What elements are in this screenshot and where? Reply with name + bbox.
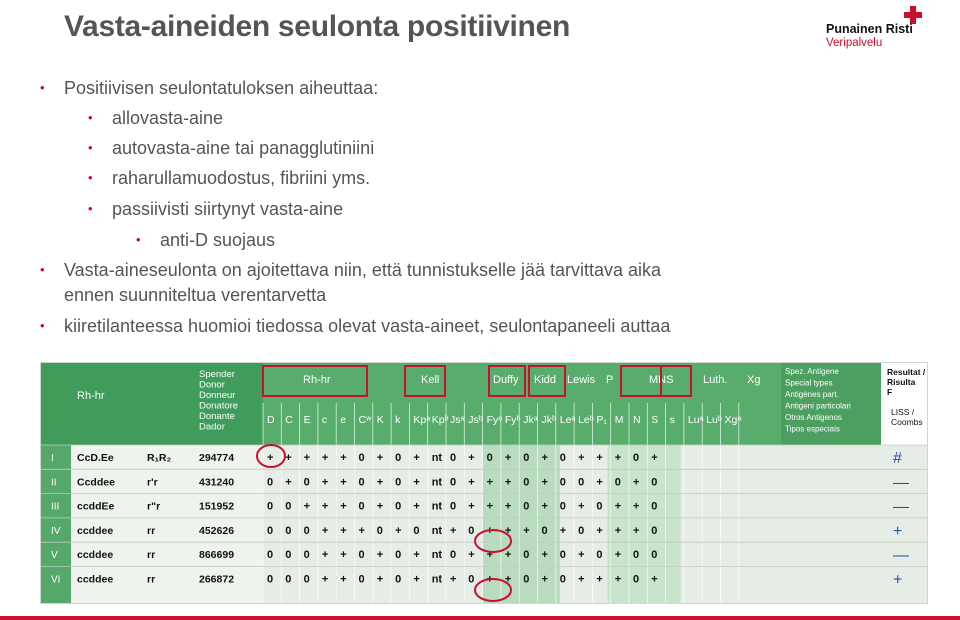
panel-cell: + — [651, 573, 658, 586]
panel-cell: + — [358, 524, 365, 537]
panel-cell: + — [614, 500, 622, 513]
panel-special-label: Special types — [785, 378, 833, 388]
panel-cell: 0 — [450, 500, 457, 513]
panel-cell: 0 — [358, 500, 365, 513]
panel-group-label: Luth. — [703, 374, 728, 386]
footer-accent-line — [0, 616, 960, 620]
panel-row-donor: 452626 — [199, 524, 235, 537]
panel-cell: 0 — [651, 500, 658, 513]
panel-cell: + — [376, 452, 384, 464]
panel-antigen-label: N — [633, 414, 641, 426]
panel-cell: + — [504, 452, 512, 464]
panel-cell: + — [633, 500, 640, 513]
panel-cell: + — [614, 549, 622, 562]
panel-group-label: P — [606, 374, 614, 386]
panel-cell: nt — [431, 476, 443, 489]
panel-cell: 0 — [267, 524, 274, 537]
panel-cell: 0 — [633, 452, 640, 464]
panel-cell: + — [321, 549, 329, 562]
panel-cell: 0 — [523, 549, 530, 562]
panel-cell: + — [596, 452, 603, 464]
panel-antigen-label: Kpᵇ — [431, 414, 449, 426]
panel-cell: 0 — [450, 452, 457, 464]
panel-cell: 0 — [523, 500, 530, 513]
panel-cell: 0 — [633, 573, 640, 586]
panel-row-phenotype: ccddee — [77, 549, 114, 562]
panel-cell: + — [578, 549, 585, 562]
panel-liss-label: Coombs — [891, 417, 923, 427]
panel-cell: + — [541, 452, 548, 464]
panel-result-label: Resultat / — [887, 367, 926, 377]
panel-group-label: MNS — [649, 374, 674, 386]
panel-cell: + — [468, 549, 475, 562]
panel-cell: + — [541, 500, 548, 513]
panel-cell: + — [450, 573, 457, 586]
panel-cell: + — [321, 524, 329, 537]
panel-cell: 0 — [486, 452, 493, 464]
panel-group-label: Xg — [747, 374, 761, 386]
panel-cell: 0 — [651, 524, 658, 537]
panel-row-phenotype: CcD.Ee — [77, 452, 114, 464]
panel-cell: + — [578, 452, 585, 464]
panel-cell: 0 — [651, 549, 658, 562]
panel-cell: + — [596, 524, 603, 537]
panel-cell: nt — [431, 549, 443, 562]
panel-cell: 0 — [559, 573, 566, 586]
panel-cell: + — [413, 573, 420, 586]
panel-row-number: I — [51, 453, 54, 464]
panel-cell: 0 — [450, 549, 457, 562]
panel-cell: 0 — [450, 476, 457, 489]
panel-cell: + — [303, 500, 311, 513]
panel-cell: 0 — [303, 524, 310, 537]
panel-cell: + — [504, 573, 512, 586]
panel-cell: 0 — [559, 549, 566, 562]
panel-cell: + — [596, 476, 603, 489]
panel-group-label: Kell — [421, 374, 440, 386]
panel-cell: + — [303, 452, 311, 464]
panel-cell: + — [486, 573, 494, 586]
panel-cell: 0 — [303, 476, 310, 489]
bullet-item: • raharullamuodostus, fibriini yms. — [88, 168, 371, 188]
panel-donor-label: Donor — [199, 379, 225, 391]
panel-group-label: Kidd — [534, 374, 557, 386]
panel-cell: 0 — [578, 524, 585, 537]
panel-cell: + — [486, 476, 494, 489]
panel-cell: 0 — [267, 476, 274, 489]
panel-cell: + — [468, 476, 475, 489]
panel-antigen-label: Cʷ — [358, 414, 372, 426]
panel-cell: + — [376, 476, 384, 489]
panel-cell: 0 — [267, 500, 274, 513]
panel-row-donor: 431240 — [199, 476, 235, 489]
panel-row-rh: r'r — [147, 476, 158, 489]
panel-donor-label: Spender — [199, 369, 235, 380]
panel-antigen-label: s — [669, 414, 675, 426]
panel-result-label: F — [887, 387, 893, 397]
panel-special-label: Spez. Antigene — [785, 367, 839, 376]
panel-row-donor: 151952 — [199, 500, 235, 513]
panel-donor-label: Dador — [199, 421, 225, 433]
slide-title: Vasta-aineiden seulonta positiivinen — [64, 10, 570, 43]
panel-cell: 0 — [395, 549, 402, 562]
panel-cell: + — [468, 452, 475, 464]
panel-antigen-label: Xgᵃ — [724, 414, 742, 426]
panel-donor-label: Donante — [199, 411, 235, 422]
panel-antigen-label: Luᵃ — [687, 414, 704, 426]
panel-cell: 0 — [395, 500, 402, 513]
panel-cell: 0 — [358, 573, 365, 586]
logo-sub: Veripalvelu — [826, 37, 883, 49]
panel-cell: + — [267, 452, 274, 464]
panel-cell: + — [395, 524, 402, 537]
panel-special-label: Antigènes part. — [785, 390, 839, 399]
panel-cell: 0 — [578, 476, 585, 489]
panel-antigen-label: Jsᵃ — [450, 414, 465, 426]
red-cross-logo — [826, 6, 926, 50]
panel-cell: + — [285, 476, 292, 489]
panel-table — [41, 363, 927, 603]
panel-antigen-label: Fyᵇ — [504, 414, 521, 426]
panel-cell: + — [504, 549, 512, 562]
panel-row-phenotype: Ccddee — [77, 476, 115, 489]
bullet-continuation: ennen suunniteltua verentarvetta — [64, 285, 327, 305]
panel-row-donor: 266872 — [199, 573, 235, 586]
panel-cell: + — [413, 476, 420, 489]
panel-row-rh: rr — [147, 549, 156, 562]
panel-antigen-label: C — [285, 414, 293, 426]
bullet-item: • autovasta-aine tai panagglutiniini — [88, 138, 375, 158]
panel-row-result: — — [893, 474, 909, 492]
panel-antigen-label: Leᵇ — [578, 414, 594, 426]
panel-antigen-label: Leᵃ — [559, 414, 576, 426]
panel-antigen-label: c — [321, 414, 328, 426]
panel-donor-label: Donneur — [199, 390, 236, 401]
panel-cell: + — [596, 573, 603, 586]
panel-cell: + — [340, 476, 347, 489]
logo-name: Punainen Risti — [826, 22, 913, 36]
bullet-item: • Vasta-aineseulonta on ajoitettava niin, että tunnistukselle jää tarvittava aika — [40, 260, 662, 280]
panel-antigen-label: K — [376, 414, 384, 426]
panel-cell: + — [633, 524, 640, 537]
panel-cell: 0 — [413, 524, 420, 537]
panel-cell: + — [413, 549, 420, 562]
panel-cell: + — [340, 500, 347, 513]
panel-cell: + — [340, 549, 347, 562]
panel-antigen-label: Jkᵃ — [523, 414, 538, 426]
panel-antigen-label: M — [614, 414, 624, 426]
panel-special-label: Otros Antigenos — [785, 413, 842, 422]
panel-cell: 0 — [303, 549, 310, 562]
panel-cell: + — [523, 524, 530, 537]
panel-antigen-label: Kpᵃ — [413, 414, 431, 426]
panel-cell: 0 — [285, 573, 292, 586]
panel-cell: 0 — [468, 573, 475, 586]
panel-cell: 0 — [596, 500, 603, 513]
panel-liss-label: LISS / — [891, 407, 915, 417]
panel-cell: + — [504, 524, 512, 537]
panel-cell: 0 — [633, 549, 640, 562]
panel-antigen-label: Jsᵇ — [468, 414, 483, 426]
panel-cell: 0 — [285, 549, 292, 562]
panel-cell: 0 — [358, 452, 365, 464]
panel-cell: 0 — [596, 549, 603, 562]
panel-row-rh: rr — [147, 524, 156, 537]
bullet-item: • Positiivisen seulontatuloksen aiheuttaa: — [40, 78, 379, 98]
panel-cell: nt — [431, 524, 443, 537]
panel-cell: nt — [431, 452, 443, 464]
panel-cell: + — [321, 500, 329, 513]
panel-antigen-label: Jkᵇ — [541, 414, 556, 426]
panel-cell: + — [541, 573, 548, 586]
panel-cell: 0 — [559, 500, 566, 513]
panel-row-donor: 294774 — [199, 452, 235, 464]
panel-cell: 0 — [541, 524, 548, 537]
panel-cell: 0 — [303, 573, 310, 586]
panel-cell: + — [651, 452, 658, 464]
bullet-item: • kiiretilanteessa huomioi tiedossa olevat vasta-aineet, seulontapaneeli auttaa — [40, 316, 671, 336]
panel-row-rh: R₁R₂ — [147, 452, 172, 464]
panel-antigen-label: k — [395, 414, 401, 426]
panel-group-label: Rh-hr — [303, 374, 331, 386]
panel-cell: + — [486, 524, 494, 537]
panel-row-phenotype: ccddEe — [77, 500, 115, 513]
panel-cell: + — [321, 573, 329, 586]
panel-cell: + — [504, 476, 512, 489]
panel-row-result: — — [893, 498, 909, 516]
panel-cell: + — [504, 500, 512, 513]
panel-cell: + — [614, 524, 622, 537]
panel-antigen-label: D — [267, 414, 275, 426]
panel-cell: + — [321, 476, 329, 489]
panel-cell: 0 — [559, 476, 566, 489]
panel-row-result: # — [893, 450, 902, 467]
panel-cell: + — [321, 452, 329, 464]
panel-antigen-label: Fyᵃ — [486, 414, 503, 426]
panel-cell: + — [340, 524, 347, 537]
panel-cell: + — [413, 452, 420, 464]
panel-row-phenotype: ccddee — [77, 573, 114, 586]
panel-cell: + — [450, 524, 457, 537]
panel-row-result: + — [893, 571, 903, 589]
panel-row-number: III — [51, 501, 60, 513]
panel-cell: + — [376, 549, 384, 562]
panel-cell: 0 — [523, 452, 530, 464]
panel-cell: 0 — [267, 573, 274, 586]
panel-row-rh: r"r — [147, 500, 161, 513]
panel-cell: + — [559, 524, 567, 537]
panel-cell: + — [340, 573, 347, 586]
panel-cell: 0 — [358, 476, 365, 489]
panel-antigen-label: P₁ — [596, 414, 607, 426]
panel-row-number: IV — [51, 525, 61, 537]
panel-cell: 0 — [523, 573, 530, 586]
panel-cell: + — [486, 549, 494, 562]
panel-cell: 0 — [614, 476, 621, 489]
antibody-screening-panel — [40, 362, 928, 604]
panel-result-label: Risulta — [887, 377, 916, 387]
panel-cell: 0 — [267, 549, 274, 562]
panel-cell: + — [413, 500, 420, 513]
panel-row-number: V — [51, 550, 58, 562]
panel-cell: + — [633, 476, 640, 489]
panel-antigen-label: S — [651, 414, 659, 426]
panel-antigen-label: e — [340, 414, 347, 426]
panel-cell: 0 — [468, 524, 475, 537]
panel-cell: nt — [431, 500, 443, 513]
panel-row-phenotype: ccddee — [77, 524, 114, 537]
panel-group-label: Duffy — [493, 374, 519, 386]
panel-row-result: + — [893, 522, 903, 540]
panel-cell: 0 — [285, 524, 292, 537]
panel-row-result: — — [893, 547, 909, 565]
panel-antigen-label: E — [303, 414, 311, 426]
panel-cell: 0 — [395, 476, 402, 489]
panel-cell: + — [376, 573, 384, 586]
bullet-item: • passiivisti siirtynyt vasta-aine — [88, 199, 344, 219]
panel-cell: nt — [431, 573, 443, 586]
panel-cell: + — [486, 500, 494, 513]
panel-cell: + — [614, 573, 622, 586]
panel-cell: + — [578, 500, 585, 513]
panel-special-label: Tipos especiais — [785, 424, 840, 434]
panel-antigen-label: Luᵇ — [706, 414, 722, 426]
panel-row-number: II — [51, 477, 57, 489]
bullet-item: • anti-D suojaus — [136, 230, 276, 250]
panel-cell: 0 — [559, 452, 566, 464]
panel-row-donor: 866699 — [199, 549, 235, 562]
panel-cell: 0 — [395, 573, 402, 586]
panel-cell: 0 — [651, 476, 658, 489]
panel-cell: + — [468, 500, 475, 513]
panel-group-label: Lewis — [567, 374, 596, 386]
panel-cell: + — [578, 573, 585, 586]
bullet-item: • allovasta-aine — [88, 108, 224, 128]
panel-cell: + — [541, 476, 548, 489]
panel-cell: + — [340, 452, 347, 464]
panel-row-rh: rr — [147, 573, 156, 586]
panel-cell: + — [285, 452, 292, 464]
panel-row-number: VI — [51, 574, 61, 586]
panel-cell: 0 — [376, 524, 383, 537]
panel-special-label: Antigeni particolari — [785, 401, 851, 411]
panel-cell: + — [376, 500, 384, 513]
panel-donor-label: Donatore — [199, 400, 239, 412]
panel-rhhr-label: Rh-hr — [77, 390, 105, 402]
panel-cell: + — [614, 452, 622, 464]
panel-cell: 0 — [358, 549, 365, 562]
panel-cell: 0 — [523, 476, 530, 489]
panel-cell: 0 — [395, 452, 402, 464]
panel-cell: 0 — [285, 500, 292, 513]
panel-cell: + — [541, 549, 548, 562]
